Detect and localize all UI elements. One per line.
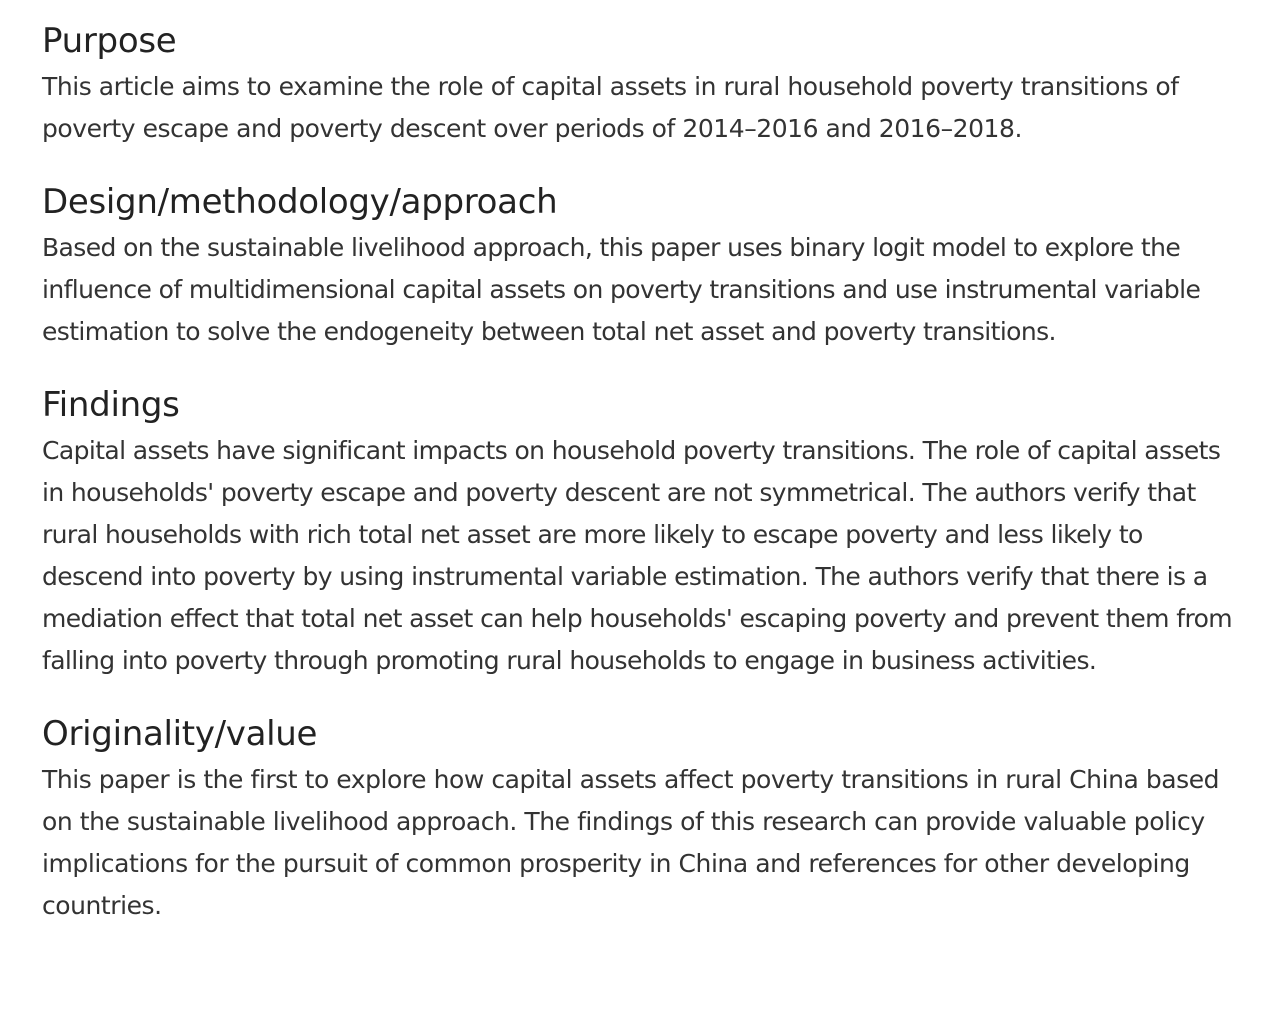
section-heading-purpose: Purpose [42,21,177,61]
section-design-methodology-approach [42,178,1249,353]
section-purpose [42,17,1249,150]
section-originality-value [42,710,1249,927]
section-body-design-methodology-approach: Based on the sustainable livelihood approach, this paper uses binary logit model to explore the influence of multidimensional capital assets on poverty transitions and use instrumental variable estimation to solve the endogeneity between total net asset and poverty transitions. [42,233,1201,346]
section-heading-findings: Findings [42,385,180,425]
section-heading-design-methodology-approach: Design/methodology/approach [42,182,558,222]
section-body-purpose: This article aims to examine the role of capital assets in rural household poverty transitions of poverty escape and poverty descent over periods of 2014–2016 and 2016–2018. [42,72,1179,143]
section-body-findings: Capital assets have significant impacts on household poverty transitions. The role of capital assets in households' poverty escape and poverty descent are not symmetrical. The authors verify that rural households with rich total net asset are more likely to escape poverty and less likely to descend into poverty by using instrumental variable estimation. The authors verify that there is a mediation effect that total net asset can help households' escaping poverty and prevent them from falling into poverty through promoting rural households to engage in business activities. [42,436,1233,675]
section-body-originality-value: This paper is the first to explore how capital assets affect poverty transitions in rural China based on the sustainable livelihood approach. The findings of this research can provide valuable policy implications for the pursuit of common prosperity in China and references for other developing countries. [42,765,1220,920]
section-heading-originality-value: Originality/value [42,714,318,754]
section-findings [42,381,1249,682]
